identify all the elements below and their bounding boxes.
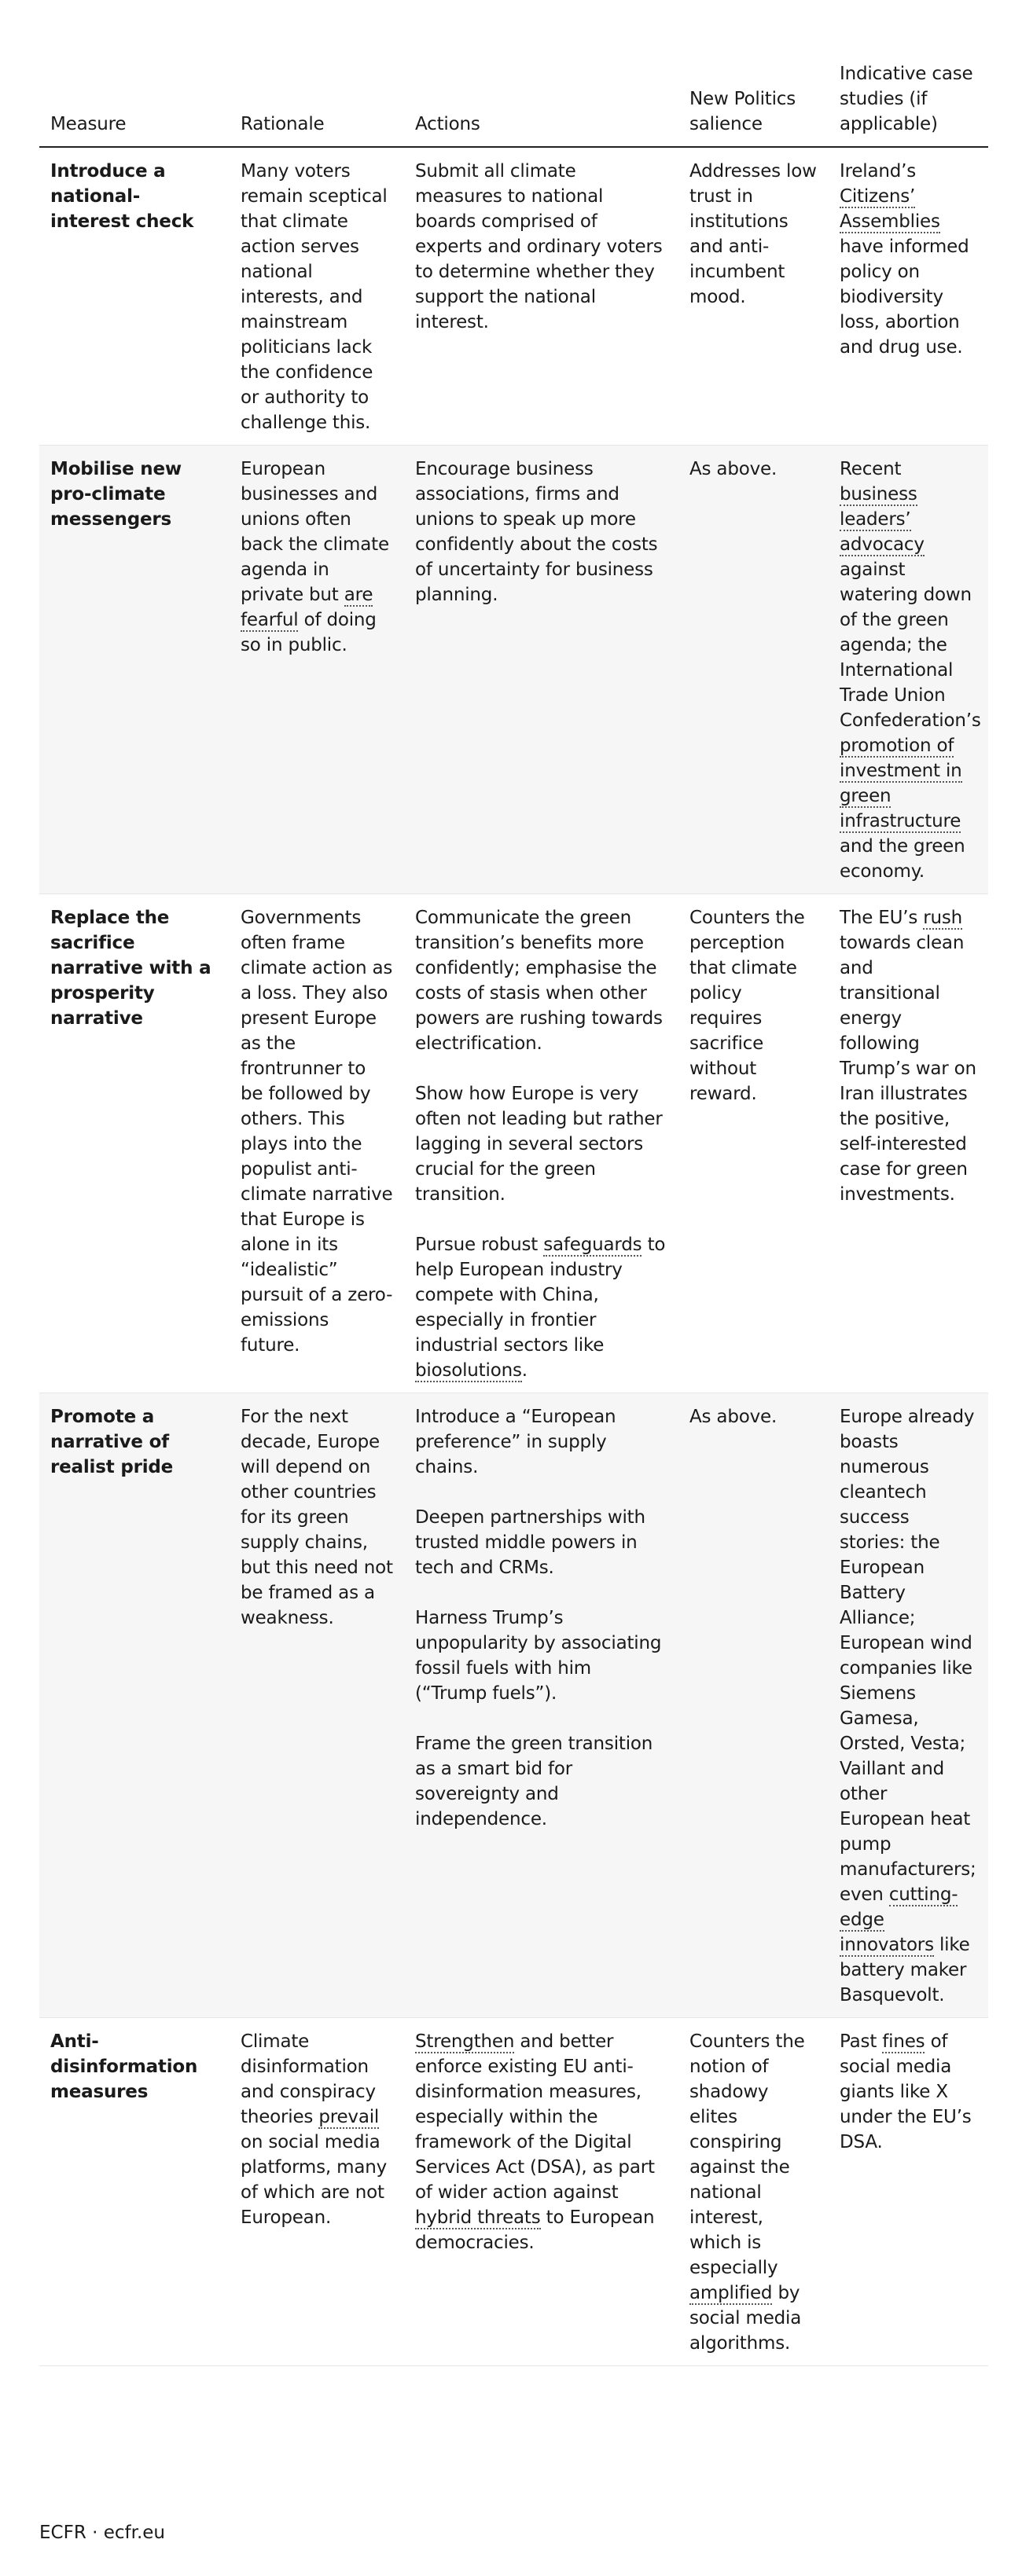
business-leaders-advocacy-link[interactable]: business leaders’ advocacy xyxy=(840,484,925,555)
case-cell xyxy=(829,147,988,446)
salience-cell: As above. xyxy=(678,1393,829,2018)
table-row xyxy=(39,2018,988,2366)
measure-cell: Anti-disinformation measures xyxy=(50,2031,198,2102)
policy-measures-table xyxy=(39,61,988,2366)
action-text: and better enforce existing EU anti-disinformation measures, especially within the framework of the Digital Services Act (DSA), as part of wider action against xyxy=(415,2031,655,2203)
safeguards-link[interactable]: safeguards xyxy=(543,1235,642,1255)
header-case-studies: Indicative case studies (if applicable) xyxy=(829,61,988,147)
are-fearful-link[interactable]: are fearful xyxy=(241,585,373,630)
case-text: Ireland’s xyxy=(840,161,917,182)
case-cell xyxy=(829,446,988,894)
actions-cell xyxy=(404,894,678,1393)
salience-text: by social media algorithms. xyxy=(689,2283,802,2354)
strengthen-link[interactable]: Strengthen xyxy=(415,2031,515,2052)
rationale-cell: Many voters remain sceptical that climate action serves national interests, and mainstream politicians lack the confidence or authority to challenge this. xyxy=(241,161,388,433)
action-paragraph: Harness Trump’s unpopularity by associating fossil fuels with him (“Trump fuels”). xyxy=(415,1608,662,1704)
case-text: have informed policy on biodiversity loss, abortion and drug use. xyxy=(840,237,969,358)
cutting-edge-innovators-link[interactable]: cutting-edge innovators xyxy=(840,1884,958,1955)
case-cell xyxy=(829,894,988,1393)
rush-link[interactable]: rush xyxy=(923,908,963,928)
rationale-cell xyxy=(230,2018,404,2366)
page-footer: ECFR · ecfr.eu xyxy=(39,2523,166,2543)
action-text: to help European industry compete with China, especially in frontier industrial sectors like xyxy=(415,1235,666,1356)
action-paragraph xyxy=(415,1232,667,1383)
case-cell xyxy=(829,1393,988,2018)
case-text: Recent xyxy=(840,459,902,479)
salience-cell xyxy=(678,2018,829,2366)
rationale-text: of doing so in public. xyxy=(241,610,377,655)
table-row xyxy=(39,1393,988,2018)
table-row xyxy=(39,147,988,446)
case-text: and the green economy. xyxy=(840,836,965,882)
measure-cell: Replace the sacrifice narrative with a prosperity narrative xyxy=(50,908,211,1029)
case-text: of social media giants like X under the EU’s DSA. xyxy=(840,2031,972,2152)
case-text: towards clean and transitional energy following Trump’s war on Iran illustrates the positive, self-interested case for green investments. xyxy=(840,933,976,1205)
case-text: The EU’s xyxy=(840,908,924,928)
measure-cell: Introduce a national-interest check xyxy=(50,161,194,232)
header-actions: Actions xyxy=(404,61,678,147)
table-row xyxy=(39,894,988,1393)
actions-cell xyxy=(404,2018,678,2366)
rationale-cell xyxy=(230,446,404,894)
measure-cell: Promote a narrative of realist pride xyxy=(39,1393,230,2018)
case-text: against watering down of the green agenda; the International Trade Union Confederation’s xyxy=(840,560,981,731)
fines-link[interactable]: fines xyxy=(882,2031,925,2052)
citizens-assemblies-link[interactable]: Citizens’ Assemblies xyxy=(840,186,940,232)
table-header-row xyxy=(39,61,988,147)
salience-cell: Addresses low trust in institutions and anti-incumbent mood. xyxy=(689,161,817,307)
action-paragraph: Show how Europe is very often not leading but rather lagging in several sectors crucial for the green transition. xyxy=(415,1084,663,1205)
rationale-text: on social media platforms, many of which are not European. xyxy=(241,2132,388,2228)
rationale-cell: Governments often frame climate action as a loss. They also present Europe as the frontrunner to be followed by others. This plays into the populist anti-climate narrative that Europe is alone in its “idealistic” pursuit of a zero-emissions future. xyxy=(241,908,393,1356)
rationale-cell: For the next decade, Europe will depend on other countries for its green supply chains, but this need not be framed as a weakness. xyxy=(230,1393,404,2018)
case-cell xyxy=(829,2018,988,2366)
promotion-of-investment-link[interactable]: promotion of investment in green infrastructure xyxy=(840,736,962,831)
header-rationale: Rationale xyxy=(230,61,404,147)
action-paragraph: Communicate the green transition’s benefits more confidently; emphasise the costs of stasis when other powers are rushing towards electrification. xyxy=(415,908,663,1054)
case-text: Europe already boasts numerous cleantech success stories: the European Battery Alliance; European wind companies like Siemens Gamesa, Orsted, Vesta; Vaillant and other European heat pump manufacturers; even xyxy=(840,1407,976,1905)
action-text: to European democracies. xyxy=(415,2207,655,2253)
table-row xyxy=(39,446,988,894)
salience-text: Counters the notion of shadowy elites conspiring against the national interest, which is especially xyxy=(689,2031,805,2278)
actions-cell xyxy=(404,1393,678,2018)
hybrid-threats-link[interactable]: hybrid threats xyxy=(415,2207,541,2228)
actions-cell xyxy=(404,446,678,894)
action-paragraph: Deepen partnerships with trusted middle powers in tech and CRMs. xyxy=(415,1507,645,1578)
header-salience: New Politics salience xyxy=(678,61,829,147)
policy-table-page xyxy=(39,61,988,2366)
prevail-link[interactable]: prevail xyxy=(318,2107,380,2127)
action-paragraph: Submit all climate measures to national boards comprised of experts and ordinary voters to determine whether they support the national interest. xyxy=(415,161,663,332)
amplified-link[interactable]: amplified xyxy=(689,2283,773,2303)
actions-cell xyxy=(404,147,678,446)
measure-cell: Mobilise new pro-climate messengers xyxy=(39,446,230,894)
action-paragraph: Frame the green transition as a smart bid for sovereignty and independence. xyxy=(415,1734,653,1829)
action-text: Pursue robust xyxy=(415,1235,544,1255)
action-paragraph: Introduce a “European preference” in supply chains. xyxy=(415,1407,616,1477)
salience-cell: Counters the perception that climate policy requires sacrifice without reward. xyxy=(689,908,805,1104)
action-text: . xyxy=(521,1360,528,1381)
rationale-text: Climate disinformation and conspiracy theories xyxy=(241,2031,376,2127)
salience-cell: As above. xyxy=(678,446,829,894)
case-text: like battery maker Basquevolt. xyxy=(840,1935,970,2005)
case-text: Past xyxy=(840,2031,883,2052)
action-paragraph: Encourage business associations, firms and unions to speak up more confidently about the costs of uncertainty for business planning. xyxy=(415,459,658,605)
biosolutions-link[interactable]: biosolutions xyxy=(415,1360,522,1381)
header-measure: Measure xyxy=(39,61,230,147)
rationale-text: European businesses and unions often back the climate agenda in private but xyxy=(241,459,389,605)
